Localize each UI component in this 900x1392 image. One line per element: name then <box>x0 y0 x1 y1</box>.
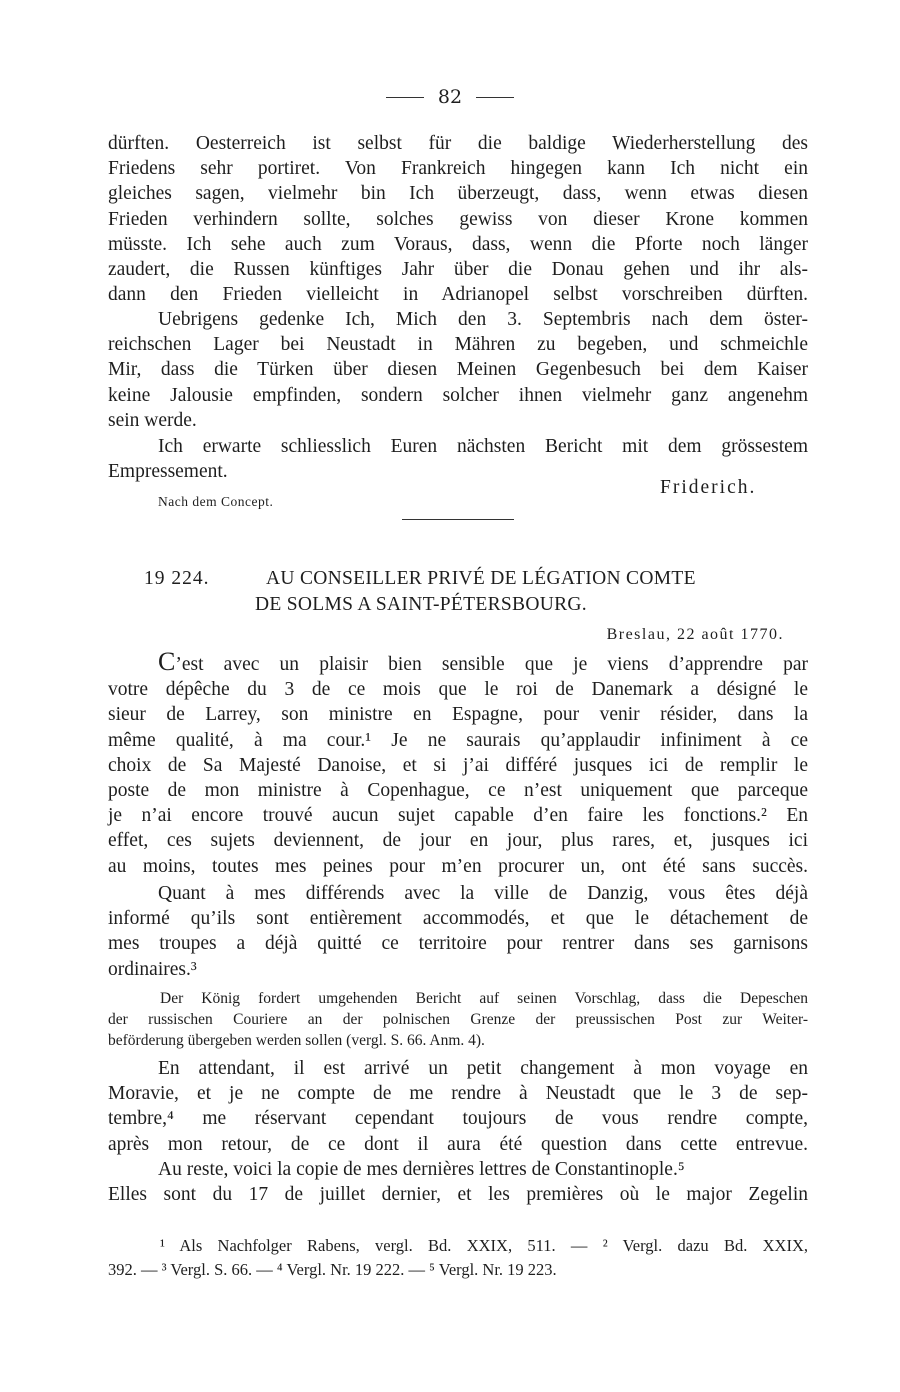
dateline: Breslau, 22 août 1770. <box>606 626 784 643</box>
text-line: Quant à mes différends avec la ville de Danzig, vous êtes déjà <box>158 883 808 904</box>
note-line: beförderung übergeben werden sollen (vergl. S. 66. Anm. 4). <box>108 1032 485 1049</box>
letter-title-line-1: AU CONSEILLER PRIVÉ DE LÉGATION COMTE <box>266 568 696 589</box>
note-line: der russischen Couriere an der polnischen Grenze der preussischen Post zur Weiter- <box>108 1011 808 1028</box>
text-line: ’est avec un plaisir bien sensible que je viens d’apprendre par <box>175 654 808 675</box>
text-line: Elles sont du 17 de juillet dernier, et les premières où le major Zegelin <box>108 1184 808 1206</box>
text-line: votre dépêche du 3 de ce mois que le roi de Danemark a désigné le <box>108 679 808 701</box>
text-line: après mon retour, de ce dont il aura été question dans cette entrevue. <box>108 1133 808 1155</box>
text-line: reichschen Lager bei Neustadt in Mähren zu begeben, und schmeichle <box>108 334 808 356</box>
text-line: Moravie, et je ne compte de me rendre à Neustadt que le 3 de sep- <box>108 1083 808 1105</box>
text-line: dann den Frieden vielleicht in Adrianopel selbst vorschreiben dürften. <box>108 284 808 306</box>
section-divider <box>402 519 514 520</box>
text-line: dürften. Oesterreich ist selbst für die baldige Wiederherstellung des <box>108 133 808 154</box>
text-line: Mir, dass die Türken über diesen Meinen Gegenbesuch bei dem Kaiser <box>108 359 808 381</box>
text-line: sein werde. <box>108 409 197 431</box>
letter-title-line-2: DE SOLMS A SAINT-PÉTERSBOURG. <box>255 594 587 615</box>
paragraph-4 <box>108 647 808 879</box>
text-line: Ich erwarte schliesslich Euren nächsten Bericht mit dem grössestem <box>158 436 808 457</box>
letter-number: 19 224. <box>144 568 210 589</box>
text-line: keine Jalousie empfinden, sondern solcher ihnen vielmehr ganz angenehm <box>108 384 808 406</box>
header-dash-right <box>476 97 514 98</box>
text-line: je n’ai encore trouvé aucun sujet capable d’en faire les fonctions.² En <box>108 805 808 827</box>
text-line: gleiches sagen, vielmehr bin Ich überzeugt, dass, wenn etwas diesen <box>108 183 808 205</box>
source-note: Nach dem Concept. <box>158 494 274 509</box>
text-line: müsste. Ich sehe auch zum Voraus, dass, wenn die Pforte noch länger <box>108 233 808 255</box>
footnotes <box>108 1234 808 1282</box>
text-line: ordinaires.³ <box>108 958 197 980</box>
page-header <box>0 86 900 108</box>
note-line: Der König fordert umgehenden Bericht auf seinen Vorschlag, dass die Depeschen <box>160 990 808 1007</box>
footnote-line: 392. — ³ Vergl. S. 66. — ⁴ Vergl. Nr. 19 222. — ⁵ Vergl. Nr. 19 223. <box>108 1260 557 1279</box>
drop-capital: C <box>158 647 176 676</box>
page-number: 82 <box>437 86 463 108</box>
text-line: sieur de Larrey, son ministre en Espagne, pour venir résider, dans la <box>108 704 808 726</box>
text-line: effet, ces sujets deviennent, de jour en jour, plus rares, et, jusques ici <box>108 830 808 852</box>
text-line: Friedens sehr portiret. Von Frankreich hingegen kann Ich nicht ein <box>108 158 808 180</box>
signature: Friderich. <box>660 477 757 498</box>
paragraph-1 <box>108 131 808 307</box>
paragraph-6 <box>108 1056 808 1157</box>
text-line: En attendant, il est arrivé un petit changement à mon voyage en <box>158 1058 808 1079</box>
text-line: poste de mon ministre à Copenhague, ce n’est uniquement que parceque <box>108 779 808 801</box>
paragraph-5 <box>108 881 808 982</box>
text-line: tembre,⁴ me réservant cependant toujours de vous rendre compte, <box>108 1108 808 1130</box>
paragraph-2 <box>108 307 808 433</box>
text-line: zaudert, die Russen künftiges Jahr über die Donau gehen und ihr als- <box>108 258 808 280</box>
text-line: au moins, toutes mes peines pour m’en procurer un, ont été sans succès. <box>108 855 808 877</box>
text-line-first <box>108 647 808 677</box>
paragraph-7 <box>108 1157 808 1207</box>
editorial-note <box>108 988 808 1051</box>
footnote-line: ¹ Als Nachfolger Rabens, vergl. Bd. XXIX, 511. — ² Vergl. dazu Bd. XXIX, <box>160 1236 808 1255</box>
text-line: choix de Sa Majesté Danoise, et si j’ai différé jusques ici de remplir le <box>108 754 808 776</box>
text-line: même qualité, à ma cour.¹ Je ne saurais qu’applaudir infiniment à ce <box>108 729 808 751</box>
text-line: Au reste, voici la copie de mes dernières lettres de Constantinople.⁵ <box>158 1159 685 1180</box>
text-line: mes troupes a déjà quitté ce territoire pour rentrer dans ses garnisons <box>108 933 808 955</box>
header-dash-left <box>386 97 424 98</box>
text-line: Frieden verhindern sollte, solches gewiss von dieser Krone kommen <box>108 208 808 230</box>
text-line: Uebrigens gedenke Ich, Mich den 3. Septembris nach dem öster- <box>158 309 808 330</box>
text-line: Empressement. <box>108 461 228 483</box>
text-line: informé qu’ils sont entièrement accommodés, et que le détachement de <box>108 908 808 930</box>
